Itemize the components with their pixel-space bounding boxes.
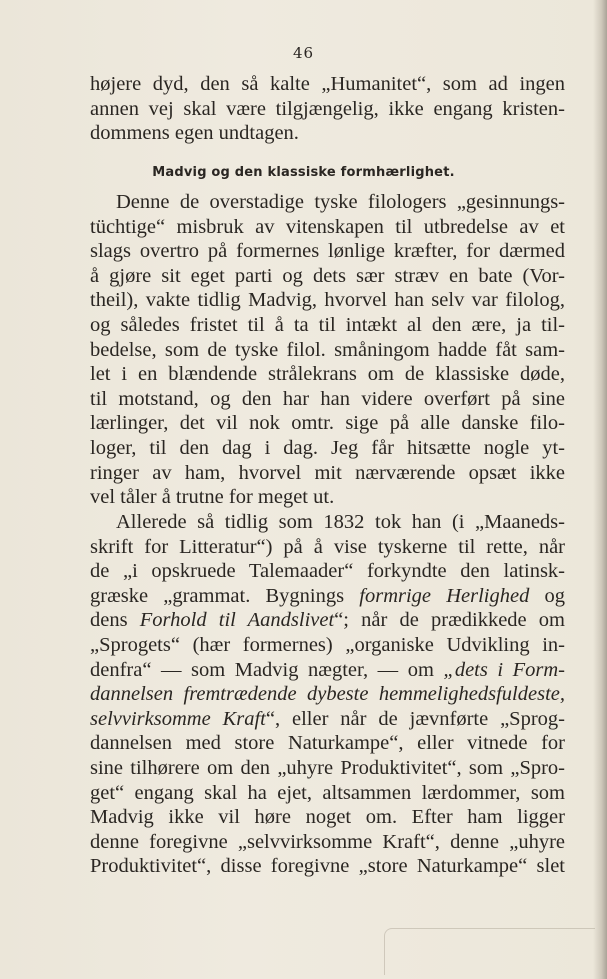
text-line: loger, til den dag i dag. Jeg får hitsætte nogle yt-	[90, 436, 565, 459]
text-line: tüchtige“ misbruk av vitenskapen til utbredelse av et	[90, 215, 565, 238]
text-segment: denfra“ — som Madvig nægter, — om	[90, 658, 444, 681]
text-segment: “, eller når de jævnførte „Sprog-	[265, 707, 565, 730]
text-line: slags overtro på formernes lønlige kræfter, for dærmed	[90, 240, 565, 263]
text-line: ringer av ham, hvorvel mit nærværende opsæt ikke	[90, 461, 565, 484]
top-paragraph	[90, 72, 565, 146]
text-line: annen vej skal være tilgjængelig, ikke engang kristen-	[90, 97, 565, 120]
page-edge-shadow	[593, 0, 607, 979]
text-line: dannelsen med store Naturkampe“, eller vitnede for	[90, 732, 565, 755]
text-segment: græske „grammat. Bygnings	[90, 584, 360, 607]
page-number: 46	[292, 44, 315, 62]
italic-segment: selvvirksomme Kraft	[90, 707, 266, 730]
text-segment: og	[529, 584, 565, 607]
italic-segment: formrige Herlighed	[359, 584, 530, 607]
text-line: get“ engang skal ha ejet, altsammen lærdommer, som	[90, 781, 565, 804]
text-line: skrift for Litteratur“) på å vise tyskerne til rette, når	[90, 535, 565, 558]
italic-segment: dannelsen fremtrædende dybeste hemmelighedsfuldeste,	[90, 683, 565, 706]
text-line: Produktivitet“, disse foregivne „store Naturkampe“ slet	[90, 855, 565, 878]
italic-segment: „dets i Form-	[443, 658, 565, 681]
text-line: og således fristet til å ta til intækt al den ære, ja til-	[90, 313, 565, 336]
text-line	[90, 584, 565, 609]
text-line: „Sprogets“ (hær formernes) „organiske Udvikling in-	[90, 633, 565, 656]
page-corner-mark	[384, 928, 595, 975]
text-line: de „i opskruede Talemaader“ forkyndte den latinsk-	[90, 560, 565, 583]
text-line: denne foregivne „selvvirksomme Kraft“, denne „uhyre	[90, 830, 565, 853]
text-line: Denne de overstadige tyske filologers „gesinnungs-	[116, 191, 565, 213]
text-line	[90, 707, 565, 732]
text-line: Madvig ikke vil høre noget om. Efter ham ligger	[90, 806, 565, 829]
text-line: højere dyd, den så kalte „Humanitet“, som ad ingen	[90, 73, 565, 95]
paragraph-2	[90, 510, 565, 879]
text-line: vel tåler å trutne for meget ut.	[90, 486, 335, 509]
text-line: til motstand, og den har han videre overført på sine	[90, 387, 565, 410]
text-line: sine tilhørere om den „uhyre Produktivitet“, som „Spro-	[90, 756, 565, 779]
text-line: bedelse, som de tyske filol. småningom hadde fåt sam-	[90, 338, 565, 361]
text-line	[90, 682, 565, 707]
section-heading: Madvig og den klassiske formhærlighet.	[152, 165, 455, 180]
text-line	[90, 608, 565, 633]
text-line: dommens egen undtagen.	[90, 122, 299, 145]
text-line: lærlinger, det vil nok omtr. sige på alle danske filo-	[90, 412, 565, 435]
text-segment: dens	[90, 609, 140, 632]
paragraph-1	[90, 190, 565, 510]
text-line: å gjøre sit eget parti og dets sær stræv en bate (Vor-	[90, 264, 565, 287]
text-line: theil), vakte tidlig Madvig, hvorvel han selv var filolog,	[90, 289, 565, 312]
text-line: Allerede så tidlig som 1832 tok han (i „Maaneds-	[116, 511, 565, 533]
text-segment: “; når de prædikkede om	[334, 609, 565, 632]
text-line	[90, 658, 565, 683]
text-line: let i en blændende strålekrans om de klassiske døde,	[90, 363, 565, 386]
italic-segment: Forhold til Aandslivet	[139, 609, 335, 632]
